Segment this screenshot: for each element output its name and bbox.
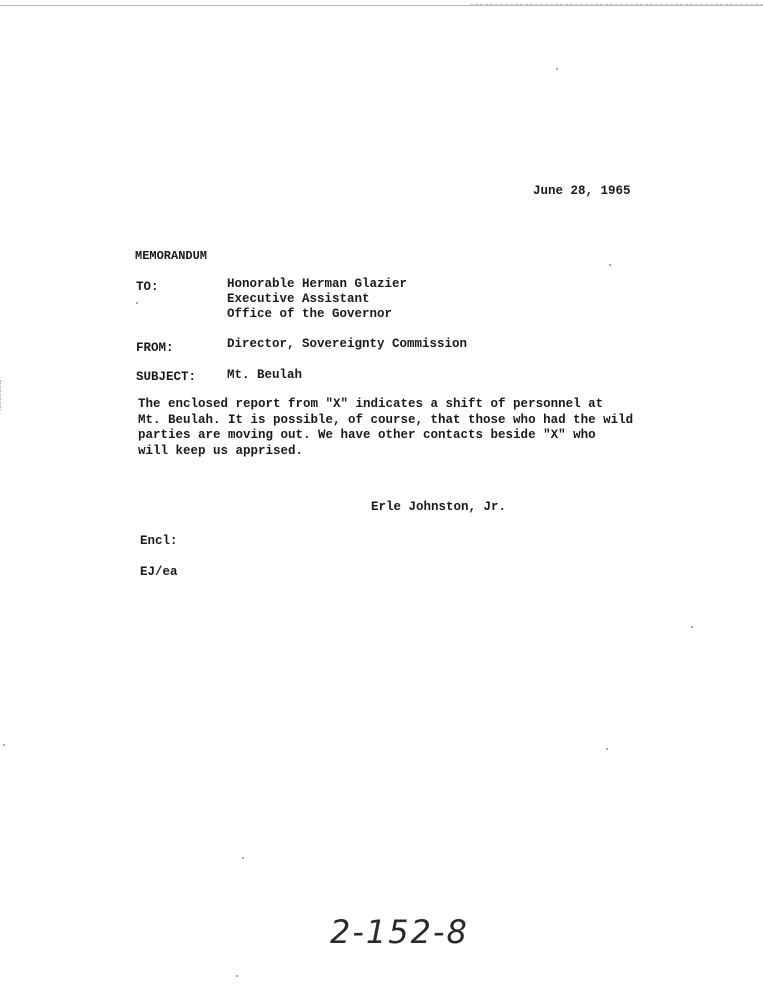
from-label: FROM: <box>136 341 174 355</box>
body-line: Mt. Beulah. It is possible, of course, that those who had the wild <box>138 412 634 427</box>
body-line: will keep us apprised. <box>138 443 304 458</box>
subject-label: SUBJECT: <box>136 370 197 384</box>
signature: Erle Johnston, Jr. <box>371 500 507 514</box>
to-line-3: Office of the Governor <box>227 307 393 321</box>
from-value: Director, Sovereignty Commission <box>227 337 468 351</box>
body-line: parties are moving out. We have other contacts beside "X" who <box>138 428 596 442</box>
scan-speck <box>236 975 238 977</box>
scan-strip <box>470 0 763 5</box>
handwritten-document-number: 2-152-8 <box>330 913 469 951</box>
scan-speck <box>556 68 558 70</box>
typist-initials: EJ/ea <box>140 565 178 579</box>
subject-value: Mt. Beulah <box>227 368 303 382</box>
to-line-1: Honorable Herman Glazier <box>227 277 408 291</box>
memo-date: June 28, 1965 <box>533 184 631 198</box>
scan-speck <box>691 626 693 628</box>
to-label: TO: <box>136 280 159 294</box>
body-line: The enclosed report from "X" indicates a shift of personnel at <box>138 397 604 411</box>
enclosure-note: Encl: <box>140 534 178 548</box>
page-top-edge <box>0 5 763 6</box>
to-line-2: Executive Assistant <box>227 292 370 306</box>
scan-speck <box>606 748 608 750</box>
memo-body <box>138 397 678 459</box>
scan-speck <box>242 857 244 859</box>
scan-speck <box>609 264 611 266</box>
scan-edge-mark <box>0 380 3 410</box>
scan-speck <box>3 744 5 746</box>
scan-speck <box>136 302 138 304</box>
memo-heading: MEMORANDUM <box>135 249 208 263</box>
